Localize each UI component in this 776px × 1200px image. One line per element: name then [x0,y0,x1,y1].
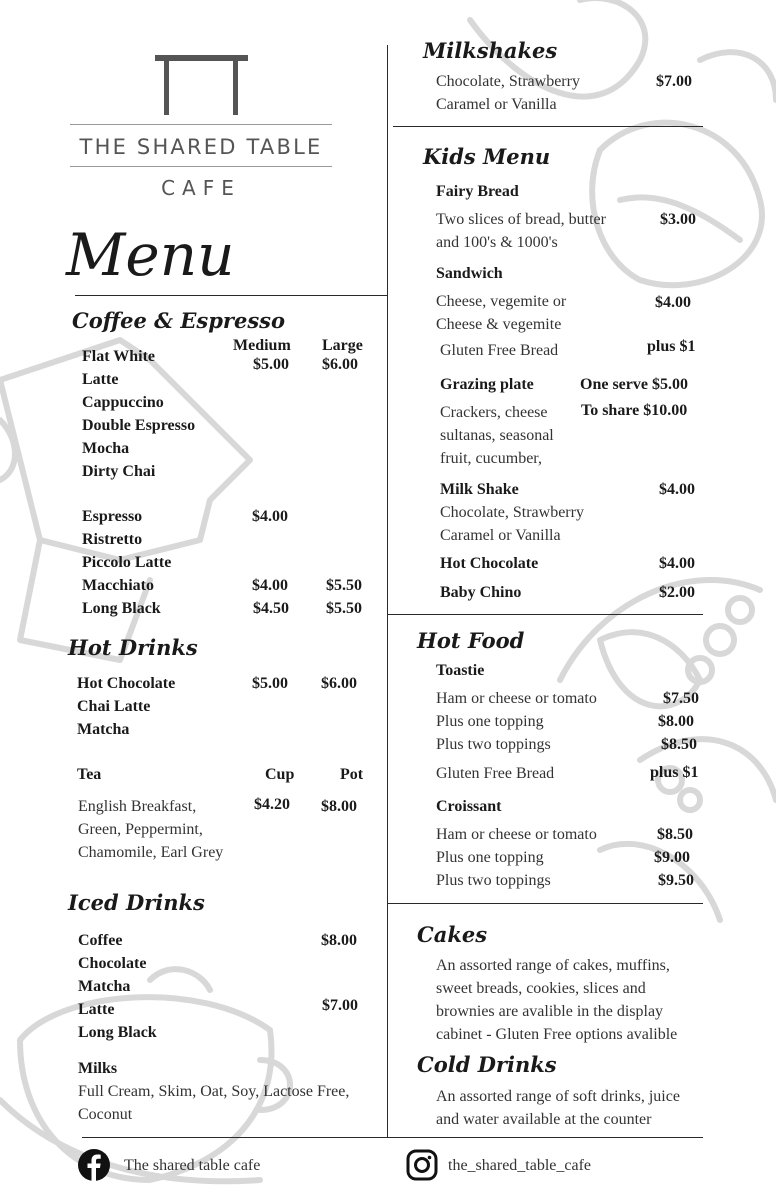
menu-title: Menu [66,221,235,289]
menu-item: Chai Latte [77,698,151,715]
price: $8.50 [661,736,697,753]
item-description: Caramel or Vanilla [440,527,561,544]
menu-item: Baby Chino [440,584,522,601]
menu-item: Fairy Bread [436,183,519,200]
menu-item: Croissant [436,798,502,815]
menu-item: Sandwich [436,265,503,282]
cakes-heading: Cakes [417,922,488,947]
item-description: Gluten Free Bread [440,342,559,359]
price: plus $1 [647,338,696,355]
menu-item: Grazing plate [440,376,534,393]
price: $7.00 [656,73,692,90]
menu-item: Mocha [82,440,130,457]
cakes-description: An assorted range of cakes, muffins, [436,957,670,974]
cakes-description: cabinet - Gluten Free options avalible [436,1026,678,1043]
menu-item: Piccolo Latte [82,554,172,571]
col-medium: Medium [233,337,291,354]
milkshakes-heading: Milkshakes [423,38,558,63]
rule-right-1 [393,126,703,127]
hot-food-heading: Hot Food [417,628,525,653]
tea-description: Green, Peppermint, [78,821,203,838]
rule-right-2 [387,614,703,615]
item-description: Chocolate, Strawberry [440,504,584,521]
menu-item: Ristretto [82,531,143,548]
logo-rule-bottom [70,166,332,167]
menu-item: Toastie [436,662,485,679]
item-description: Cheese, vegemite or [436,293,567,310]
price: $5.00 [253,356,289,373]
price: $4.00 [655,294,691,311]
menu-item: Dirty Chai [82,463,156,480]
menu-item: Hot Chocolate [77,675,176,692]
rule-footer [82,1137,703,1138]
menu-item: Macchiato [82,577,154,594]
item-description: Ham or cheese or tomato [436,690,597,707]
hot-drinks-heading: Hot Drinks [68,635,198,660]
price: $4.50 [253,600,289,617]
price: $8.00 [321,798,357,815]
iced-drinks-heading: Iced Drinks [68,890,205,915]
menu-item: Latte [78,1001,115,1018]
item-description: Gluten Free Bread [436,765,555,782]
item-description: Cheese & vegemite [436,316,562,333]
milkshake-flavours: Chocolate, Strawberry [436,73,580,90]
facebook-link[interactable]: The shared table cafe [124,1157,261,1174]
tea-description: Chamomile, Earl Grey [78,844,224,861]
coffee-heading: Coffee & Espresso [72,308,285,333]
item-description: sultanas, seasonal [440,427,554,444]
price: plus $1 [650,764,699,781]
price: $4.00 [659,481,695,498]
price: $4.00 [252,577,288,594]
price: $6.00 [321,675,357,692]
tea-label: Tea [77,766,102,783]
price: $8.00 [658,713,694,730]
milkshake-flavours: Caramel or Vanilla [436,96,557,113]
price: $9.50 [658,872,694,889]
price: $4.00 [659,555,695,572]
cold-drinks-heading: Cold Drinks [417,1052,557,1077]
col-cup: Cup [265,766,295,783]
menu-item: Matcha [78,978,131,995]
price: $5.50 [326,600,362,617]
menu-item: Chocolate [78,955,147,972]
table-logo-icon [155,55,248,115]
col-large: Large [322,337,363,354]
price: $5.50 [326,577,362,594]
menu-item: Latte [82,371,119,388]
price: $2.00 [659,584,695,601]
rule-left-top [75,295,387,296]
menu-item: Espresso [82,508,143,525]
price: $3.00 [660,211,696,228]
price: $8.00 [321,932,357,949]
rule-right-3 [387,903,703,904]
item-description: Plus two toppings [436,872,551,889]
cakes-description: sweet breads, cookies, slices and [436,980,646,997]
price: $8.50 [657,826,693,843]
price: $5.00 [252,675,288,692]
price: To share $10.00 [581,402,688,419]
brand-name: THE SHARED TABLE [79,135,323,159]
menu-item: Long Black [78,1024,157,1041]
col-pot: Pot [340,766,364,783]
instagram-link[interactable]: the_shared_table_cafe [448,1157,592,1174]
cold-drinks-description: An assorted range of soft drinks, juice [436,1088,680,1105]
item-description: and 100's & 1000's [436,234,558,251]
item-description: Two slices of bread, butter [436,211,606,228]
item-description: Plus two toppings [436,736,551,753]
menu-item: Milk Shake [440,481,519,498]
price: $4.00 [252,508,288,525]
column-divider [387,45,388,1137]
milks-description: Full Cream, Skim, Oat, Soy, Lactose Free, [78,1083,350,1100]
item-description: Crackers, cheese [440,404,548,421]
menu-item: Matcha [77,721,130,738]
item-description: Plus one topping [436,849,544,866]
milks-label: Milks [78,1060,118,1077]
facebook-icon[interactable] [78,1149,110,1181]
instagram-icon[interactable] [406,1149,438,1181]
brand-subtitle: CAFE [161,176,241,200]
price: One serve $5.00 [580,376,688,393]
milks-description: Coconut [78,1106,133,1123]
kids-menu-heading: Kids Menu [423,144,551,169]
menu-item: Coffee [78,932,123,949]
menu-item: Flat White [82,348,156,365]
cakes-description: brownies are avalible in the display [436,1003,664,1020]
price: $6.00 [322,356,358,373]
menu-item: Hot Chocolate [440,555,539,572]
price: $7.50 [663,690,699,707]
price: $4.20 [254,796,290,813]
item-description: Plus one topping [436,713,544,730]
cold-drinks-description: and water available at the counter [436,1111,652,1128]
item-description: fruit, cucumber, [440,450,542,467]
price: $9.00 [654,849,690,866]
menu-item: Long Black [82,600,161,617]
tea-description: English Breakfast, [78,798,197,815]
menu-item: Double Espresso [82,417,196,434]
item-description: Ham or cheese or tomato [436,826,597,843]
menu-item: Cappuccino [82,394,164,411]
logo-rule-top [70,124,332,125]
price: $7.00 [322,997,358,1014]
